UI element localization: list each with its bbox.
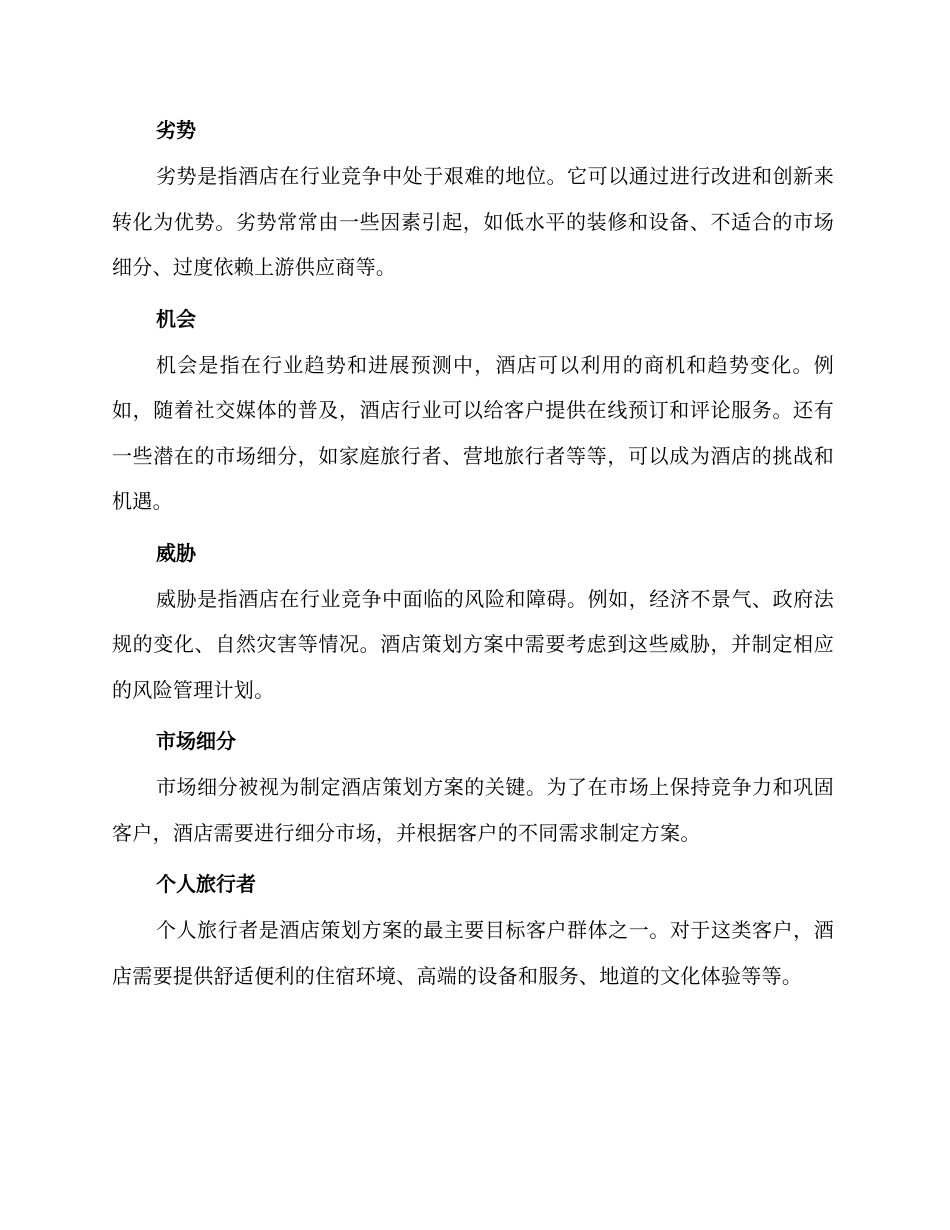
section-individual-travelers xyxy=(112,860,834,999)
section-paragraph: 个人旅行者是酒店策划方案的最主要目标客户群体之一。对于这类客户，酒店需要提供舒适便利的住宿环境、高端的设备和服务、地道的文化体验等等。 xyxy=(112,918,834,988)
section-heading: 机会 xyxy=(156,306,196,331)
section-weaknesses xyxy=(112,106,834,291)
section-heading: 个人旅行者 xyxy=(156,872,256,896)
section-threats xyxy=(112,529,834,714)
section-heading: 劣势 xyxy=(156,118,196,142)
section-paragraph: 机会是指在行业趋势和进展预测中，酒店可以利用的商机和趋势变化。例如，随着社交媒体的普及，酒店行业可以给客户提供在线预订和评论服务。还有一些潜在的市场细分，如家庭旅行者、营地旅行者等等，可以成为酒店的挑战和机遇。 xyxy=(112,352,834,513)
document-page xyxy=(112,106,834,1003)
section-paragraph: 劣势是指酒店在行业竞争中处于艰难的地位。它可以通过进行改进和创新来转化为优势。劣势常常由一些因素引起，如低水平的装修和设备、不适合的市场细分、过度依赖上游供应商等。 xyxy=(112,164,834,279)
section-heading: 威胁 xyxy=(156,540,196,565)
section-heading: 市场细分 xyxy=(156,729,236,753)
section-opportunities xyxy=(112,295,834,525)
section-paragraph: 市场细分被视为制定酒店策划方案的关键。为了在市场上保持竞争力和巩固客户，酒店需要进行细分市场，并根据客户的不同需求制定方案。 xyxy=(112,775,834,845)
section-paragraph: 威胁是指酒店在行业竞争中面临的风险和障碍。例如，经济不景气、政府法规的变化、自然灾害等情况。酒店策划方案中需要考虑到这些威胁，并制定相应的风险管理计划。 xyxy=(112,586,834,702)
section-market-segmentation xyxy=(112,717,834,856)
